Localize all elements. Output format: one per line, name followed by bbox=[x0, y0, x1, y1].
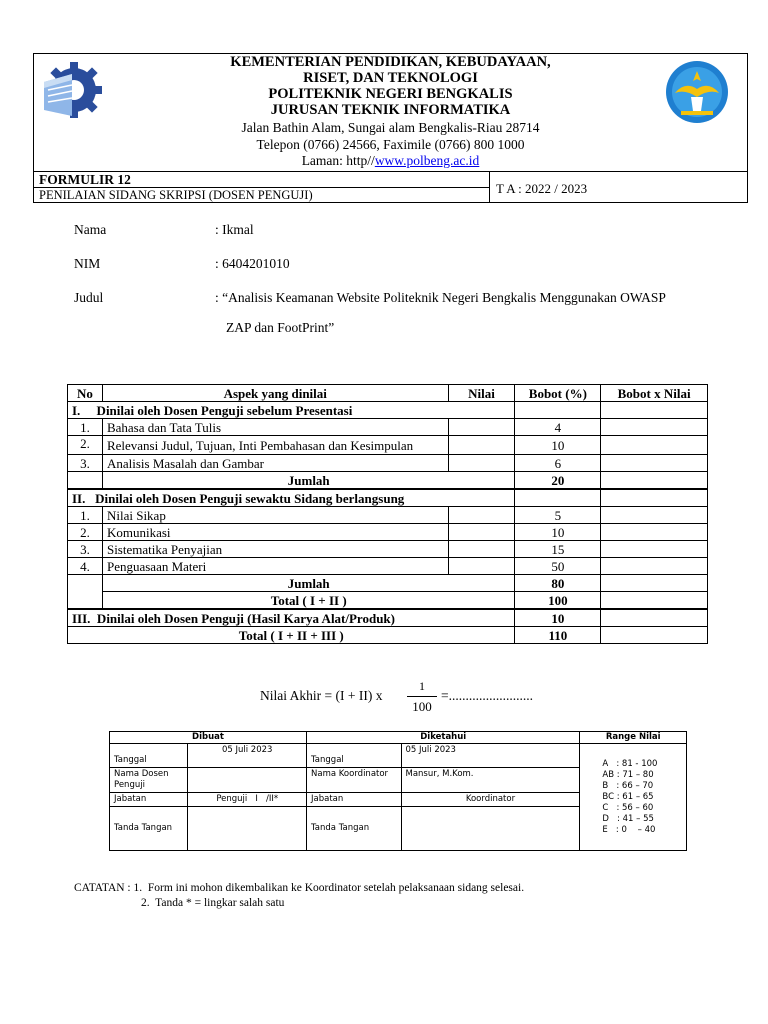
table-row: 2. Komunikasi 10 bbox=[68, 524, 708, 541]
header-nilai: Nilai bbox=[448, 385, 515, 402]
section-2-row bbox=[68, 489, 708, 507]
nilai-cell[interactable] bbox=[448, 558, 515, 575]
jumlah-label: Jumlah bbox=[102, 575, 515, 592]
score-table bbox=[67, 384, 708, 644]
nilai-cell[interactable] bbox=[448, 507, 515, 524]
judul-value-cont: ZAP dan FootPrint” bbox=[226, 320, 335, 335]
judul-value: : “Analisis Keamanan Website Politeknik Negeri Bengkalis Menggunakan OWASP bbox=[215, 290, 666, 305]
nama-dosen-label: Nama Dosen Penguji bbox=[110, 768, 188, 793]
phone: Telepon (0766) 24566, Faximile (0766) 800 1000 bbox=[256, 137, 525, 152]
jabatan-penguji: Penguji I /II* bbox=[188, 793, 307, 807]
formula-denominator: 100 bbox=[412, 699, 432, 714]
total-row bbox=[68, 592, 708, 610]
grand-total-row bbox=[68, 627, 708, 644]
form-title: PENILAIAN SIDANG SKRIPSI (DOSEN PENGUJI) bbox=[39, 188, 313, 202]
header-bobot-x-nilai: Bobot x Nilai bbox=[601, 385, 708, 402]
header-bobot: Bobot (%) bbox=[515, 385, 601, 402]
tanggal-label: Tanggal bbox=[110, 744, 188, 768]
subtotal-row bbox=[68, 472, 708, 490]
nilai-cell[interactable] bbox=[448, 455, 515, 472]
table-row: 3. Analisis Masalah dan Gambar 6 bbox=[68, 455, 708, 472]
jumlah-value: 80 bbox=[515, 575, 601, 592]
formula-suffix: =......................... bbox=[441, 688, 533, 703]
tanggal-label-2: Tanggal bbox=[307, 744, 401, 768]
header-no: No bbox=[68, 385, 103, 402]
subtotal-row bbox=[68, 575, 708, 592]
score-cell[interactable] bbox=[601, 436, 708, 455]
tanggal-row bbox=[110, 744, 687, 768]
score-cell[interactable] bbox=[601, 455, 708, 472]
tanda-tangan-label-2: Tanda Tangan bbox=[307, 807, 401, 851]
dibuat-header: Dibuat bbox=[110, 732, 307, 744]
address: Jalan Bathin Alam, Sungai alam Bengkalis-Riau 28714 bbox=[241, 120, 540, 135]
fraction-bar bbox=[407, 696, 437, 697]
note-1: CATATAN : 1. Form ini mohon dikembalikan ke Koordinator setelah pelaksanaan sidang selesai. bbox=[74, 882, 525, 894]
score-cell[interactable] bbox=[601, 609, 708, 627]
section-2-title: II. Dinilai oleh Dosen Penguji sewaktu Sidang berlangsung bbox=[68, 489, 515, 507]
ta-divider bbox=[489, 171, 490, 203]
nama-koordinator-value[interactable]: Mansur, M.Kom. bbox=[401, 768, 580, 793]
score-cell[interactable] bbox=[601, 558, 708, 575]
signature-dosen[interactable] bbox=[188, 807, 307, 851]
nama-koordinator-label: Nama Koordinator bbox=[307, 768, 401, 793]
score-cell[interactable] bbox=[601, 419, 708, 436]
tanggal-diketahui[interactable]: 05 Juli 2023 bbox=[401, 744, 580, 768]
website-link[interactable]: www.polbeng.ac.id bbox=[374, 153, 480, 168]
nama-value: : Ikmal bbox=[215, 222, 254, 237]
diketahui-header: Diketahui bbox=[307, 732, 580, 744]
section-1-row bbox=[68, 402, 708, 419]
section-3-title: III. Dinilai oleh Dosen Penguji (Hasil Karya Alat/Produk) bbox=[68, 609, 515, 627]
section-3-bobot: 10 bbox=[515, 609, 601, 627]
total-123-label: Total ( I + II + III ) bbox=[68, 627, 515, 644]
section-1-title: I. Dinilai oleh Dosen Penguji sebelum Presentasi bbox=[68, 402, 515, 419]
nim-value: : 6404201010 bbox=[215, 256, 290, 271]
form-number: FORMULIR 12 bbox=[39, 172, 131, 187]
nilai-cell[interactable] bbox=[448, 541, 515, 558]
jabatan-label-2: Jabatan bbox=[307, 793, 401, 807]
signature-table bbox=[109, 731, 687, 851]
nim-label: NIM bbox=[74, 256, 101, 271]
department-name: JURUSAN TEKNIK INFORMATIKA bbox=[270, 102, 511, 118]
institution-name: POLITEKNIK NEGERI BENGKALIS bbox=[268, 86, 513, 102]
nilai-cell[interactable] bbox=[448, 436, 515, 455]
table-row: 3. Sistematika Penyajian 15 bbox=[68, 541, 708, 558]
table-row: 2. Relevansi Judul, Tujuan, Inti Pembahasan dan Kesimpulan 10 bbox=[68, 436, 708, 455]
score-cell[interactable] bbox=[601, 541, 708, 558]
jumlah-label: Jumlah bbox=[102, 472, 515, 490]
tanda-tangan-label: Tanda Tangan bbox=[110, 807, 188, 851]
judul-label: Judul bbox=[74, 290, 104, 305]
header-divider bbox=[34, 171, 747, 172]
section-3-row bbox=[68, 609, 708, 627]
total-12-label: Total ( I + II ) bbox=[102, 592, 515, 610]
header-aspek: Aspek yang dinilai bbox=[102, 385, 448, 402]
table-row: 1. Nilai Sikap 5 bbox=[68, 507, 708, 524]
score-cell[interactable] bbox=[601, 507, 708, 524]
website-prefix: Laman: http// bbox=[301, 153, 375, 168]
total-123-value: 110 bbox=[515, 627, 601, 644]
website bbox=[34, 153, 747, 169]
table-row: 1. Bahasa dan Tata Tulis 4 bbox=[68, 419, 708, 436]
formula-prefix: Nilai Akhir = (I + II) x bbox=[260, 688, 383, 703]
letterhead bbox=[33, 53, 748, 203]
signature-koordinator[interactable] bbox=[401, 807, 580, 851]
ministry-name: KEMENTERIAN PENDIDIKAN, KEBUDAYAAN, bbox=[230, 54, 551, 70]
jabatan-koordinator: Koordinator bbox=[401, 793, 580, 807]
total-12-value: 100 bbox=[515, 592, 601, 610]
table-row: 4. Penguasaan Materi 50 bbox=[68, 558, 708, 575]
jabatan-label: Jabatan bbox=[110, 793, 188, 807]
nama-label: Nama bbox=[74, 222, 107, 237]
range-header: Range Nilai bbox=[580, 732, 687, 744]
signature-header-row bbox=[110, 732, 687, 744]
nama-dosen-field[interactable] bbox=[188, 768, 307, 793]
tanggal-dibuat[interactable]: 05 Juli 2023 bbox=[188, 744, 307, 768]
formula-numerator: 1 bbox=[419, 679, 425, 693]
range-list: A : 81 - 100 AB : 71 – 80 B : 66 – 70 BC : 61 – 65 C : 56 – 60 D : 41 – 55 E : 0 – 40 bbox=[580, 744, 687, 851]
ministry-name-2: RISET, DAN TEKNOLOGI bbox=[303, 70, 478, 86]
score-cell[interactable] bbox=[601, 524, 708, 541]
note-2: 2. Tanda * = lingkar salah satu bbox=[141, 897, 285, 909]
jumlah-value: 20 bbox=[515, 472, 601, 490]
academic-year: T A : 2022 / 2023 bbox=[496, 181, 588, 196]
nilai-cell[interactable] bbox=[448, 419, 515, 436]
table-header-row bbox=[68, 385, 708, 402]
nilai-cell[interactable] bbox=[448, 524, 515, 541]
